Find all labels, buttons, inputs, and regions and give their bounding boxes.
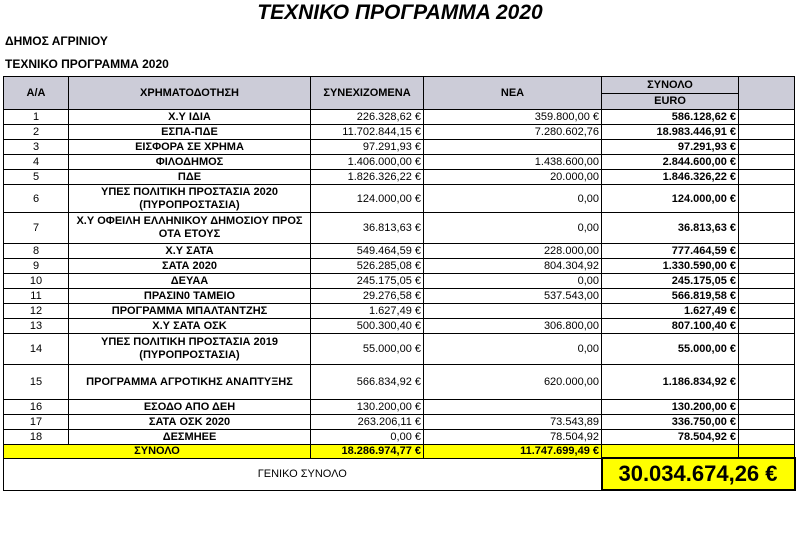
totals-label: ΣΥΝΟΛΟ: [4, 445, 311, 459]
row-funding-source: ΣΑΤΑ ΟΣΚ 2020: [69, 415, 311, 430]
table-row: [4, 155, 795, 170]
table-row: [4, 140, 795, 155]
row-continuing: 566.834,92 €: [311, 365, 424, 400]
header-currency: EURO: [602, 93, 739, 110]
row-funding-source: Χ.Υ ΣΑΤΑ: [69, 244, 311, 259]
row-total: 130.200,00 €: [602, 400, 739, 415]
row-continuing: 29.276,58 €: [311, 289, 424, 304]
program-subtitle: ΤΕΧΝΙΚΟ ΠΡΟΓΡΑΜΜΑ 2020: [5, 57, 169, 71]
row-idx: 1: [4, 110, 69, 125]
header-idx: Α/Α: [4, 77, 69, 110]
row-total: 1.846.326,22 €: [602, 170, 739, 185]
row-funding-source: ΠΡΟΓΡΑΜΜΑ ΜΠΑΛΤΑΝΤΖΗΣ: [69, 304, 311, 319]
header-empty-cell: [739, 77, 795, 110]
table-row: [4, 334, 795, 365]
row-continuing: 1.826.326,22 €: [311, 170, 424, 185]
row-idx: 2: [4, 125, 69, 140]
row-funding-source: ΠΔΕ: [69, 170, 311, 185]
row-funding-source: ΠΡΑΣΙΝ0 ΤΑΜΕΙΟ: [69, 289, 311, 304]
row-total: 55.000,00 €: [602, 334, 739, 365]
row-idx: 11: [4, 289, 69, 304]
row-continuing: 97.291,93 €: [311, 140, 424, 155]
row-new: 228.000,00: [424, 244, 602, 259]
row-empty-cell: [739, 304, 795, 319]
row-funding-source: Χ.Υ ΟΦΕΙΛΗ ΕΛΛΗΝΙΚΟΥ ΔΗΜΟΣΙΟΥ ΠΡΟΣ ΟΤΑ ΕΤΟΥΣ: [69, 213, 311, 244]
row-total: 97.291,93 €: [602, 140, 739, 155]
table-row: [4, 185, 795, 213]
row-empty-cell: [739, 155, 795, 170]
row-empty-cell: [739, 430, 795, 445]
row-funding-source: ΦΙΛΟΔΗΜΟΣ: [69, 155, 311, 170]
table-row: [4, 415, 795, 430]
row-continuing: 263.206,11 €: [311, 415, 424, 430]
row-empty-cell: [739, 400, 795, 415]
row-continuing: 130.200,00 €: [311, 400, 424, 415]
row-empty-cell: [739, 244, 795, 259]
row-total: 18.983.446,91 €: [602, 125, 739, 140]
header-funding: ΧΡΗΜΑΤΟΔΟΤΗΣΗ: [69, 77, 311, 110]
row-funding-source: Χ.Υ ΣΑΤΑ ΟΣΚ: [69, 319, 311, 334]
row-total: 807.100,40 €: [602, 319, 739, 334]
table-row: [4, 170, 795, 185]
row-idx: 10: [4, 274, 69, 289]
row-new: 537.543,00: [424, 289, 602, 304]
row-funding-source: ΕΣΠΑ-ΠΔΕ: [69, 125, 311, 140]
totals-new: 11.747.699,49 €: [424, 445, 602, 459]
row-new: 0,00: [424, 334, 602, 365]
row-total: 1.330.590,00 €: [602, 259, 739, 274]
row-new: [424, 400, 602, 415]
table-row: [4, 430, 795, 445]
totals-continuing: 18.286.974,77 €: [311, 445, 424, 459]
row-continuing: 526.285,08 €: [311, 259, 424, 274]
table-row: [4, 259, 795, 274]
table-row: [4, 304, 795, 319]
program-table: [3, 76, 796, 491]
row-total: 777.464,59 €: [602, 244, 739, 259]
table-row: [4, 125, 795, 140]
row-empty-cell: [739, 334, 795, 365]
row-idx: 3: [4, 140, 69, 155]
row-continuing: 55.000,00 €: [311, 334, 424, 365]
row-idx: 7: [4, 213, 69, 244]
row-funding-source: ΔΕΣΜΗΕΕ: [69, 430, 311, 445]
row-continuing: 500.300,40 €: [311, 319, 424, 334]
row-idx: 6: [4, 185, 69, 213]
row-continuing: 1.406.000,00 €: [311, 155, 424, 170]
row-funding-source: Χ.Υ ΙΔΙΑ: [69, 110, 311, 125]
grand-total-label: ΓΕΝΙΚΟ ΣΥΝΟΛΟ: [4, 458, 602, 490]
row-new: 620.000,00: [424, 365, 602, 400]
row-total: 1.627,49 €: [602, 304, 739, 319]
table-row: [4, 365, 795, 400]
row-new: 7.280.602,76: [424, 125, 602, 140]
row-new: 804.304,92: [424, 259, 602, 274]
row-idx: 17: [4, 415, 69, 430]
row-empty-cell: [739, 185, 795, 213]
row-new: 0,00: [424, 213, 602, 244]
row-empty-cell: [739, 170, 795, 185]
row-new: 0,00: [424, 185, 602, 213]
row-funding-source: ΔΕΥΑΑ: [69, 274, 311, 289]
row-funding-source: ΥΠΕΣ ΠΟΛΙΤΙΚΗ ΠΡΟΣΤΑΣΙΑ 2020 (ΠΥΡΟΠΡΟΣΤΑΣΙΑ): [69, 185, 311, 213]
row-new: 306.800,00: [424, 319, 602, 334]
row-idx: 14: [4, 334, 69, 365]
row-continuing: 124.000,00 €: [311, 185, 424, 213]
row-continuing: 245.175,05 €: [311, 274, 424, 289]
header-new: ΝΕΑ: [424, 77, 602, 110]
row-new: 1.438.600,00: [424, 155, 602, 170]
row-idx: 5: [4, 170, 69, 185]
row-total: 78.504,92 €: [602, 430, 739, 445]
row-empty-cell: [739, 274, 795, 289]
row-empty-cell: [739, 415, 795, 430]
header-continuing: ΣΥΝΕΧΙΖΟΜΕΝΑ: [311, 77, 424, 110]
table-row: [4, 244, 795, 259]
row-empty-cell: [739, 259, 795, 274]
row-new: 359.800,00 €: [424, 110, 602, 125]
row-continuing: 226.328,62 €: [311, 110, 424, 125]
row-total: 566.819,58 €: [602, 289, 739, 304]
table-row: [4, 213, 795, 244]
table-row: [4, 110, 795, 125]
row-total: 245.175,05 €: [602, 274, 739, 289]
row-new: 73.543,89: [424, 415, 602, 430]
row-total: 36.813,63 €: [602, 213, 739, 244]
row-funding-source: ΕΙΣΦΟΡΑ ΣΕ ΧΡΗΜΑ: [69, 140, 311, 155]
row-total: 2.844.600,00 €: [602, 155, 739, 170]
row-empty-cell: [739, 140, 795, 155]
row-empty-cell: [739, 365, 795, 400]
row-new: [424, 304, 602, 319]
document-title: ΤΕΧΝΙΚΟ ΠΡΟΓΡΑΜΜΑ 2020: [257, 1, 543, 24]
totals-empty-cell: [602, 445, 739, 459]
row-continuing: 11.702.844,15 €: [311, 125, 424, 140]
row-total: 1.186.834,92 €: [602, 365, 739, 400]
row-total: 124.000,00 €: [602, 185, 739, 213]
row-total: 586.128,62 €: [602, 110, 739, 125]
header-total: ΣΥΝΟΛΟ: [602, 77, 739, 94]
totals-empty-cell-2: [739, 445, 795, 459]
row-funding-source: ΥΠΕΣ ΠΟΛΙΤΙΚΗ ΠΡΟΣΤΑΣΙΑ 2019 (ΠΥΡΟΠΡΟΣΤΑΣΙΑ): [69, 334, 311, 365]
row-new: 78.504,92: [424, 430, 602, 445]
row-empty-cell: [739, 319, 795, 334]
row-new: 0,00: [424, 274, 602, 289]
row-continuing: 36.813,63 €: [311, 213, 424, 244]
totals-row: [4, 445, 795, 459]
row-empty-cell: [739, 289, 795, 304]
grand-total-value: 30.034.674,26 €: [602, 458, 795, 490]
table-row: [4, 289, 795, 304]
row-new: 20.000,00: [424, 170, 602, 185]
row-idx: 16: [4, 400, 69, 415]
row-funding-source: ΠΡΟΓΡΑΜΜΑ ΑΓΡΟΤΙΚΗΣ ΑΝΑΠΤΥΞΗΣ: [69, 365, 311, 400]
row-total: 336.750,00 €: [602, 415, 739, 430]
row-continuing: 1.627,49 €: [311, 304, 424, 319]
grand-total-row: [4, 458, 795, 490]
row-idx: 15: [4, 365, 69, 400]
row-idx: 4: [4, 155, 69, 170]
row-idx: 12: [4, 304, 69, 319]
row-continuing: 549.464,59 €: [311, 244, 424, 259]
row-empty-cell: [739, 125, 795, 140]
table-row: [4, 319, 795, 334]
row-empty-cell: [739, 213, 795, 244]
row-new: [424, 140, 602, 155]
row-idx: 8: [4, 244, 69, 259]
row-idx: 13: [4, 319, 69, 334]
row-idx: 18: [4, 430, 69, 445]
row-empty-cell: [739, 110, 795, 125]
row-continuing: 0,00 €: [311, 430, 424, 445]
row-idx: 9: [4, 259, 69, 274]
municipality-label: ΔΗΜΟΣ ΑΓΡΙΝΙΟΥ: [5, 34, 108, 48]
table-row: [4, 400, 795, 415]
table-row: [4, 274, 795, 289]
row-funding-source: ΕΣΟΔΟ ΑΠΟ ΔΕΗ: [69, 400, 311, 415]
row-funding-source: ΣΑΤΑ 2020: [69, 259, 311, 274]
